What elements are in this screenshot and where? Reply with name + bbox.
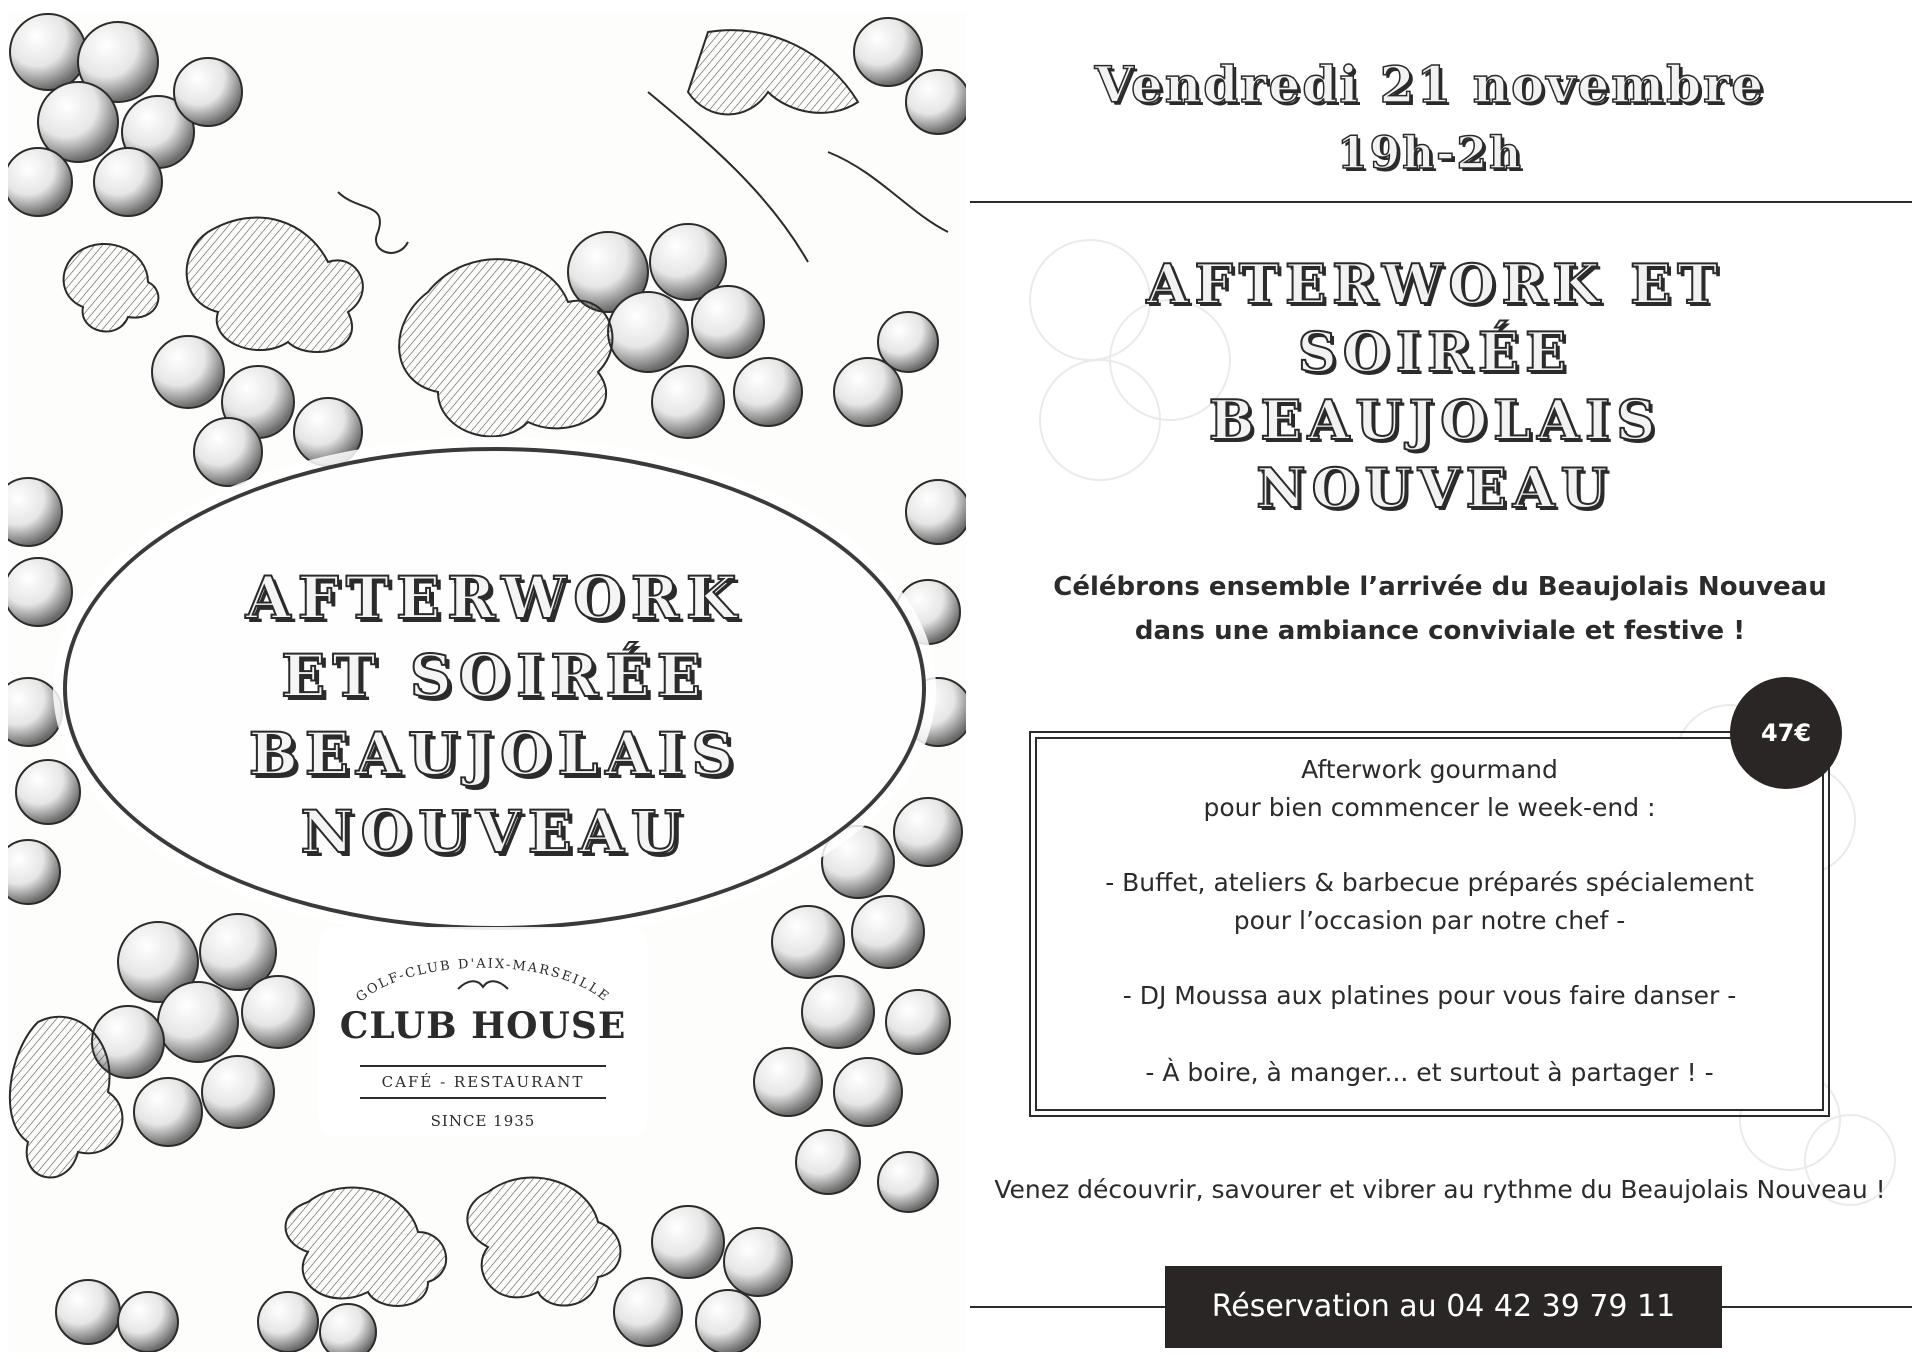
back-title-line: NOUVEAU [1256,456,1614,520]
program-heading: Afterwork gourmand [1301,755,1558,784]
intro-text [990,565,1890,653]
outro-text: Venez découvrir, savourer et vibrer au rythme du Beaujolais Nouveau ! [994,1175,1886,1204]
front-title-line: NOUVEAU [300,798,689,866]
back-title [1030,250,1840,522]
program-buffet: - Buffet, ateliers & barbecue préparés spécialement [1105,868,1754,897]
logo-banner: CAFÉ - RESTAURANT [360,1065,606,1099]
program-box [1035,737,1824,1111]
intro-line: Célébrons ensemble l’arrivée du Beaujolais Nouveau [1053,572,1827,602]
back-title-line: SOIRÉE [1297,320,1573,384]
back-title-line: AFTERWORK ET [1146,252,1724,316]
front-title [67,559,922,871]
flyer-back [970,0,1920,1359]
program-buffet: pour l’occasion par notre chef - [1233,906,1626,935]
logo-arc [318,927,648,1007]
event-time: 19h-2h [1336,128,1524,179]
program-dj: - DJ Moussa aux platines pour vous faire danser - [1122,981,1737,1010]
logo-name: CLUB HOUSE [339,1005,627,1047]
front-title-line: ET SOIRÉE [281,642,708,710]
intro-line: dans une ambiance conviviale et festive ! [1134,616,1746,646]
flyer-front [8,12,966,1352]
title-oval [63,447,926,930]
price-badge: 47€ [1730,677,1842,789]
logo-arc-text: GOLF-CLUB D'AIX-MARSEILLE [353,956,613,1006]
reservation-banner: Réservation au 04 42 39 79 11 [1165,1266,1722,1348]
svg-text:GOLF-CLUB D'AIX-MARSEILLE [353,957,612,1006]
club-house-logo [318,927,648,1137]
program-drinks: - À boire, à manger... et surtout à partager ! - [1145,1058,1714,1087]
divider [970,1306,1165,1308]
event-date: Vendredi 21 novembre [1094,55,1766,114]
logo-since: SINCE 1935 [430,1112,536,1130]
back-title-line: BEAUJOLAIS [1208,388,1662,452]
front-title-line: BEAUJOLAIS [248,720,741,788]
front-title-line: AFTERWORK [245,564,744,632]
divider [970,201,1912,203]
divider [1722,1306,1912,1308]
program-heading: pour bien commencer le week-end : [1203,793,1656,822]
